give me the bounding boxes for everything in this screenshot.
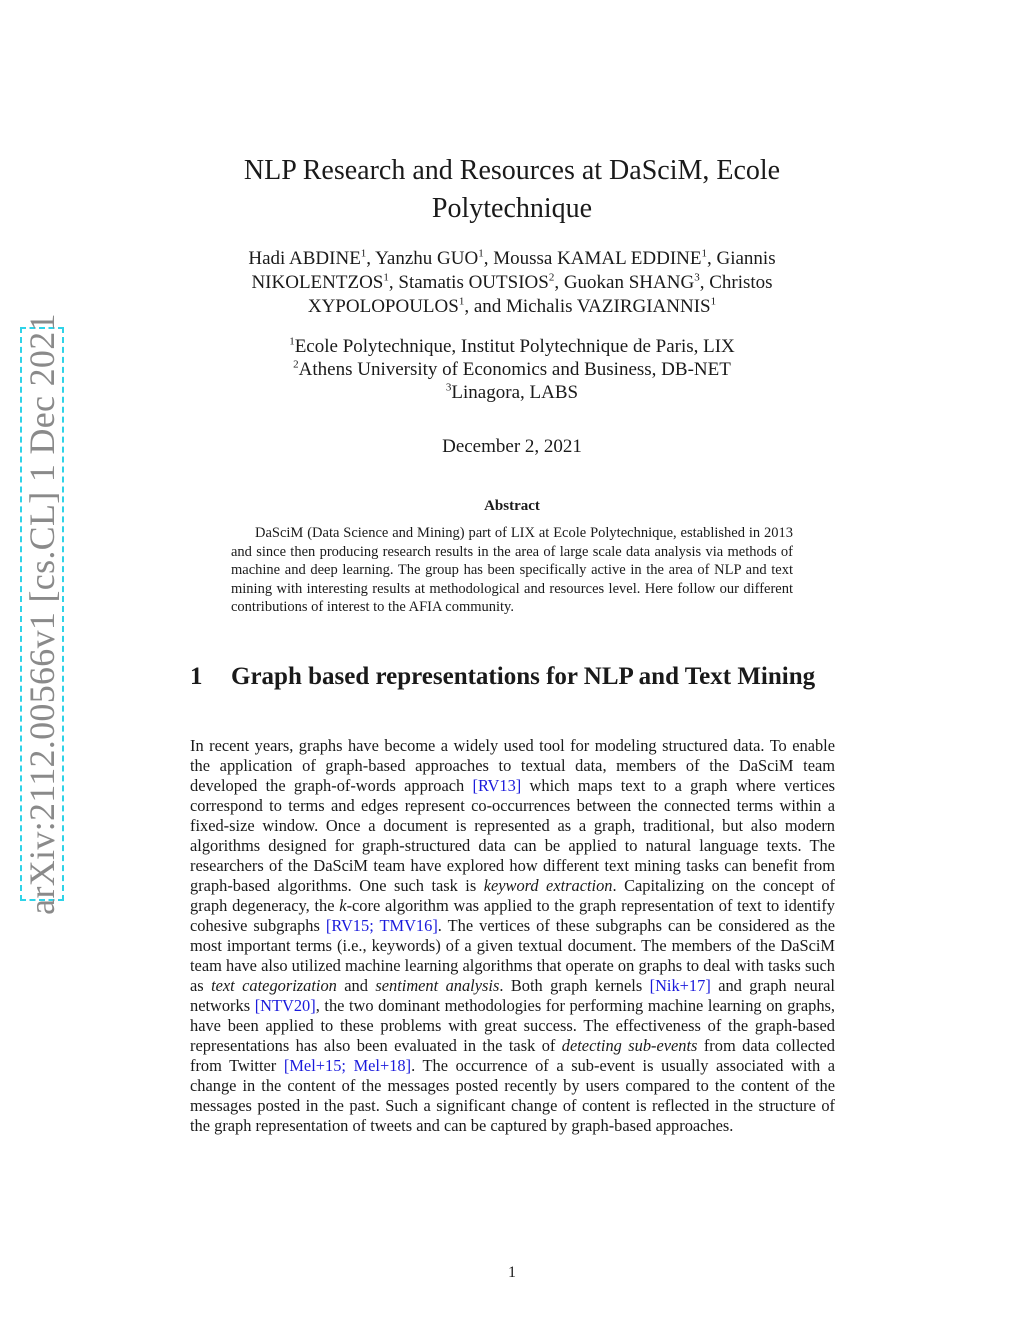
- affiliation-number: 2: [293, 358, 299, 371]
- paper-title: NLP Research and Resources at DaSciM, Ecole Polytechnique: [243, 155, 781, 224]
- body-text: which maps text to a graph where vertices correspond to terms and edges represent co-occurrences between the connected terms within a fixed-size window. Once a document is represented as a graph, traditional, but also modern algorithms designed for graph-structured data can be applied to natural language texts. The researchers of the DaSciM team have explored how different text mining tasks can benefit from graph-based algorithms. One such task is: [190, 776, 835, 895]
- citation-bracket: [: [254, 996, 261, 1015]
- author-affiliation-mark: 1: [478, 247, 484, 260]
- citation-link[interactable]: Mel+18: [353, 1056, 406, 1075]
- citation-bracket: ]: [310, 996, 316, 1015]
- section-heading: [190, 662, 840, 692]
- citation-link[interactable]: NTV20: [260, 996, 311, 1015]
- author-name: Michalis VAZIRGIANNIS: [506, 296, 711, 317]
- citation-bracket: ;: [369, 916, 380, 935]
- author-affiliation-mark: 1: [383, 271, 389, 284]
- citation-link[interactable]: RV15: [331, 916, 370, 935]
- body-text: . Capitalizing on the concept of graph degeneracy, the: [190, 876, 836, 915]
- body-text: and: [336, 976, 376, 995]
- body-text: . The occurrence of a sub-event is usually associated with a change in the content of the messages posted recently by users compared to the content of the messages posted in the past. Such a significant change of content is reflected in the structure of the graph representation of tweets and can be captured by graph-based approaches.: [190, 1056, 836, 1135]
- author-affiliation-mark: 1: [701, 247, 707, 260]
- author-affiliation-mark: 1: [710, 295, 717, 308]
- body-text: , the two dominant methodologies for performing machine learning on graphs, have been applied to these problems with great success. The effectiveness of the graph-based representations has also been evaluated in the task of: [190, 996, 835, 1055]
- arxiv-identifier: arXiv:2112.00566v1 [cs.CL] 1 Dec 2021: [22, 313, 62, 915]
- citation-bracket: ]: [515, 776, 522, 795]
- citation-bracket: ]: [705, 976, 711, 995]
- author-list: Hadi ABDINE$^1$, Yanzhu GUO$^1$, Moussa KAMAL EDDINE$^1$, Giannis NIKOLENTZOS$^1$, Stamatis OUTSIOS$^2$, Guokan SHANG$^3$, Christos XYPOLOPOULOS$^1$, and Michalis VAZIRGIANNIS$^1$: [248, 247, 776, 317]
- affiliation-number: 3: [445, 381, 452, 394]
- author-affiliation-mark: 1: [360, 247, 367, 260]
- citation-link[interactable]: Mel+15: [289, 1056, 342, 1075]
- author-affiliation-mark: 3: [694, 271, 700, 284]
- citation-bracket: ;: [341, 1056, 354, 1075]
- citation-link[interactable]: RV13: [477, 776, 516, 795]
- citation-bracket: ]: [432, 916, 438, 935]
- affiliation-text: Athens University of Economics and Business, DB-NET: [298, 359, 731, 380]
- emphasis-text: keyword extraction: [483, 876, 613, 895]
- emphasis-text: text categorization: [211, 976, 337, 995]
- citation-bracket: [: [283, 1056, 290, 1075]
- affiliation-text: Linagora, LABS: [451, 382, 579, 403]
- author-name: Christos XYPOLOPOULOS: [307, 272, 773, 317]
- arxiv-identifier-box: [20, 313, 64, 915]
- body-text: . The vertices of these subgraphs can be considered as the most important terms (i.e., keywords) of a given textual document. The members of the DaSciM team have also utilized machine learning algorithms that operate on graphs to deal with tasks such as: [190, 916, 836, 995]
- emphasis-text: detecting sub-events: [561, 1036, 698, 1055]
- citation-bracket: ]: [405, 1056, 412, 1075]
- affiliation: [190, 381, 834, 404]
- author-name: Giannis NIKOLENTZOS: [251, 248, 776, 293]
- body-text: -core algorithm was applied to the graph representation of text to identify cohesive subgraphs: [190, 896, 835, 935]
- affiliation-text: Ecole Polytechnique, Institut Polytechnique de Paris, LIX: [294, 336, 735, 357]
- section-body: [190, 736, 835, 1136]
- author-affiliation-mark: 1: [458, 295, 465, 308]
- emphasis-text: k: [339, 896, 347, 915]
- section-number: 1: [190, 663, 203, 690]
- citation-bracket: [: [649, 976, 656, 995]
- author-name: Guokan SHANG: [563, 272, 695, 293]
- affiliation-number: 1: [289, 335, 295, 348]
- author-name: Yanzhu GUO: [375, 248, 479, 269]
- author-name: Moussa KAMAL EDDINE: [493, 248, 702, 269]
- abstract-heading: Abstract: [484, 498, 540, 514]
- author-name: Stamatis OUTSIOS: [398, 272, 549, 293]
- citation-bracket: [: [325, 916, 332, 935]
- body-text: In recent years, graphs have become a widely used tool for modeling structured data. To enable the application of graph-based approaches to textual data, members of the DaSciM team developed the graph-of-words approach: [190, 736, 835, 795]
- citation-link[interactable]: TMV16: [379, 916, 433, 935]
- author-name: Hadi ABDINE: [248, 248, 361, 269]
- emphasis-text: sentiment analysis: [375, 976, 500, 995]
- affiliation: [190, 335, 834, 358]
- body-text: from data collected from Twitter: [190, 1036, 835, 1075]
- affiliation-list: [190, 335, 834, 404]
- citation-link[interactable]: Nik+17: [655, 976, 706, 995]
- body-text: . Both graph kernels: [499, 976, 650, 995]
- paper-date: December 2, 2021: [442, 436, 582, 457]
- citation-bracket: [: [472, 776, 478, 795]
- page-number: 1: [508, 1264, 516, 1281]
- section-title: Graph based representations for NLP and Text Mining: [231, 663, 816, 690]
- affiliation: [190, 358, 834, 381]
- author-affiliation-mark: 2: [548, 271, 555, 284]
- body-text: and graph neural networks: [190, 976, 835, 1015]
- abstract-text: DaSciM (Data Science and Mining) part of LIX at Ecole Polytechnique, established in 2013 and since then producing research results in the area of large scale data analysis via methods of machine and deep learning. The group has been specifically active in the area of NLP and text mining with interesting results at methodological and resources level. Here follow our different contributions of interest to the AFIA community.: [231, 525, 793, 616]
